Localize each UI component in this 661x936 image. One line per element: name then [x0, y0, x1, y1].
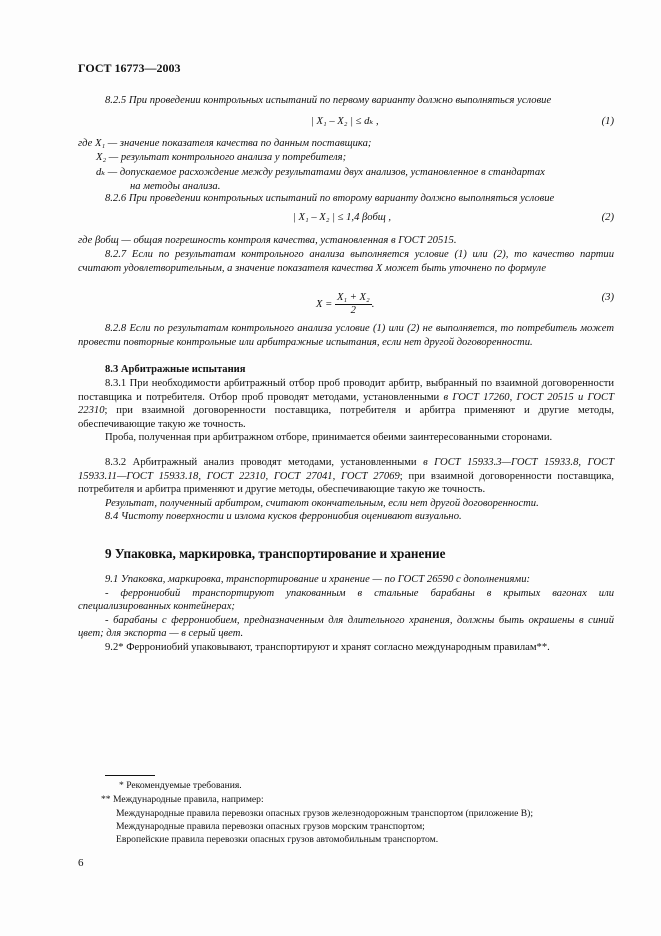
- document-header: ГОСТ 16773—2003: [78, 61, 181, 75]
- definition-x2: X₂ — результат контрольного анализа у потребителя;: [96, 152, 347, 163]
- footnote-1: * Рекомендуемые требования.: [119, 780, 242, 791]
- footnote-2: ** Международные правила, например:: [101, 794, 264, 805]
- paragraph-9-2: 9.2* Феррониобий упаковывают, транспортируют и хранят согласно международным правилам**.: [105, 642, 550, 653]
- definition-dk: dₖ — допускаемое расхождение между результатами двух анализов, установленное в стандартах: [96, 167, 545, 178]
- paragraph-9-1: 9.1 Упаковка, маркировка, транспортирование и хранение — по ГОСТ 26590 с дополнениями: - феррониобий транспортируют упакованным в стальные барабаны в крытых вагонах или специализированных контейнерах; - барабаны с феррониобием, предназначенным для длительного хранения, должны быть окрашены в синий цвет; для экспорта — в серый цвет.: [78, 574, 614, 640]
- paragraph-8-2-5: 8.2.5 При проведении контрольных испытаний по первому варианту должно выполняться условие: [105, 95, 552, 106]
- footnote-rule: [105, 775, 155, 776]
- formula-1-number: (1): [601, 116, 614, 127]
- paragraph-8-3-1: 8.3.1 При необходимости арбитражный отбор проб проводит арбитр, выбранный по взаимной договоренности поставщика и потребителя. Отбор проб проводят методами, установленными в ГОСТ 17260, ГОСТ 20515 и ГОСТ 22310; при взаимной договоренности поставщика, потребителя и арбитра применяют и другие методы, обеспечивающие такую же точность. Проба, полученная при арбитражном отборе, принимается обеими заинтересованными сторонами.: [78, 378, 614, 444]
- formula-2: | X₁ – X₂ | ≤ 1,4 βобщ ,: [293, 212, 392, 223]
- paragraph-8-2-7: 8.2.7 Если по результатам контрольного анализа выполняется условие (1) или (2), то качество партии считают удовлетворительным, а значение показателя качества X может быть уточнено по формуле: [78, 249, 614, 274]
- definition-dk-cont: на методы анализа.: [130, 181, 221, 192]
- subsection-title-8-3: 8.3 Арбитражные испытания: [105, 364, 246, 375]
- fraction: $\frac{\text{X₁ + X₂}}{2}$: [336, 292, 370, 316]
- definition-beta: где βобщ — общая погрешность контроля качества, установленная в ГОСТ 20515.: [78, 235, 457, 246]
- definition-x1: где X₁ — значение показателя качества по данным поставщика;: [78, 138, 372, 149]
- formula-2-number: (2): [601, 212, 614, 223]
- formula-3-number: (3): [601, 292, 614, 303]
- footnote-2-line-1: Международные правила перевозки опасных грузов железнодорожным транспортом (приложение В);: [116, 808, 534, 819]
- paragraph-8-3-2: 8.3.2 Арбитражный анализ проводят методами, установленными в ГОСТ 15933.3—ГОСТ 15933.8, ГОСТ 15933.11—ГОСТ 15933.18, ГОСТ 22310, ГОСТ 27041, ГОСТ 27069; при взаимной договоренности поставщика, потребителя и арбитра применяют и другие методы, обеспечивающие такую же точность. Результат, полученный арбитром, считают окончательным, если нет другой договоренности. 8.4 Чистоту поверхности и излома кусков феррониобия оценивают визуально.: [78, 457, 614, 523]
- formula-3: X = $\frac{\text{X₁ + X₂}}{2}$ .: [316, 292, 375, 316]
- paragraph-8-2-8: 8.2.8 Если по результатам контрольного анализа условие (1) или (2) не выполняется, то потребитель может провести повторные контрольные или арбитражные испытания, если нет другой договоренности.: [78, 323, 614, 348]
- formula-1: | X₁ – X₂ | ≤ dₖ ,: [311, 116, 379, 127]
- footnote-2-line-3: Европейские правила перевозки опасных грузов автомобильным транспортом.: [116, 834, 439, 845]
- section-title-9: 9 Упаковка, маркировка, транспортирование и хранение: [105, 546, 446, 561]
- paragraph-8-2-6: 8.2.6 При проведении контрольных испытаний по второму варианту должно выполняться условие: [105, 193, 555, 204]
- page-number: 6: [78, 857, 84, 869]
- footnote-2-line-2: Международные правила перевозки опасных грузов морским транспортом;: [116, 821, 425, 832]
